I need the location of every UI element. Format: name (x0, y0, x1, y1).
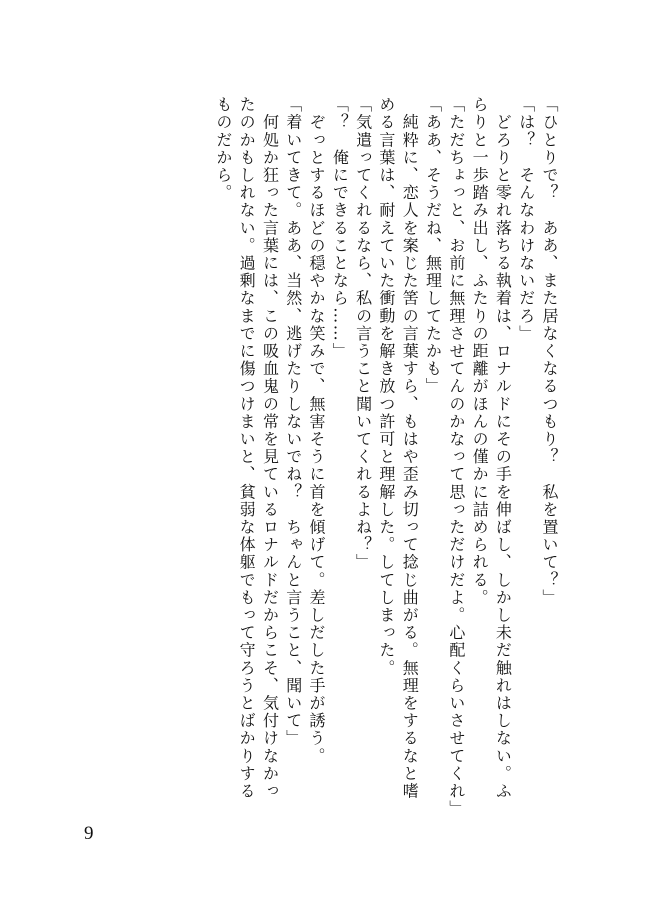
text-line: 「着いてきて。ああ、当然、逃げたりしないでね？ ちゃんと言うこと、聞いて」 (283, 96, 303, 748)
text-line: 「気遣ってくれるなら、私の言うこと聞いてくれるよね？」 (353, 96, 373, 572)
text-line: たのかもしれない。過剰なまでに傷つけまいと、貧弱な体躯でもって守ろうとばかりする (237, 96, 257, 800)
vertical-text-body (212, 96, 561, 818)
text-line: 「？ 俺にできることなら……」 (330, 96, 350, 360)
text-line: ものだから。 (213, 96, 233, 202)
text-line: 「ただちょっと、お前に無理させてんのかなって思っただけだよ。心配くらいさせてくれ」 (446, 96, 466, 818)
page-number: 9 (84, 823, 94, 844)
text-line: らりと一歩踏み出し、ふたりの距離がほんの僅かに詰められる。 (470, 96, 490, 607)
text-line: 何処か狂った言葉には、この吸血鬼の常を見ているロナルドだからこそ、気付けなかっ (260, 96, 280, 800)
text-line: 「ああ、そうだね、無理してたかも」 (423, 96, 443, 396)
text-line: ぞっとするほどの穏やかな笑みで、無害そうに首を傾げて。差しだした手が誘う。 (307, 96, 327, 765)
text-line: 「は？ そんなわけないだろ」 (516, 96, 536, 343)
text-line: どろりと零れ落ちる執着は、ロナルドにその手を伸ばし、しかし未だ触れはしない。ふ (493, 96, 513, 800)
text-line: 「ひとりで？ ああ、また居なくなるつもり？ 私を置いて？」 (540, 96, 559, 607)
text-line: 純粋に、恋人を案じた筈の言葉すら、もはや歪み切って捻じ曲がる。無理をするなと嗜 (400, 96, 420, 800)
text-line: める言葉は、耐えていた衝動を解き放つ許可と理解した。してしまった。 (376, 96, 396, 677)
